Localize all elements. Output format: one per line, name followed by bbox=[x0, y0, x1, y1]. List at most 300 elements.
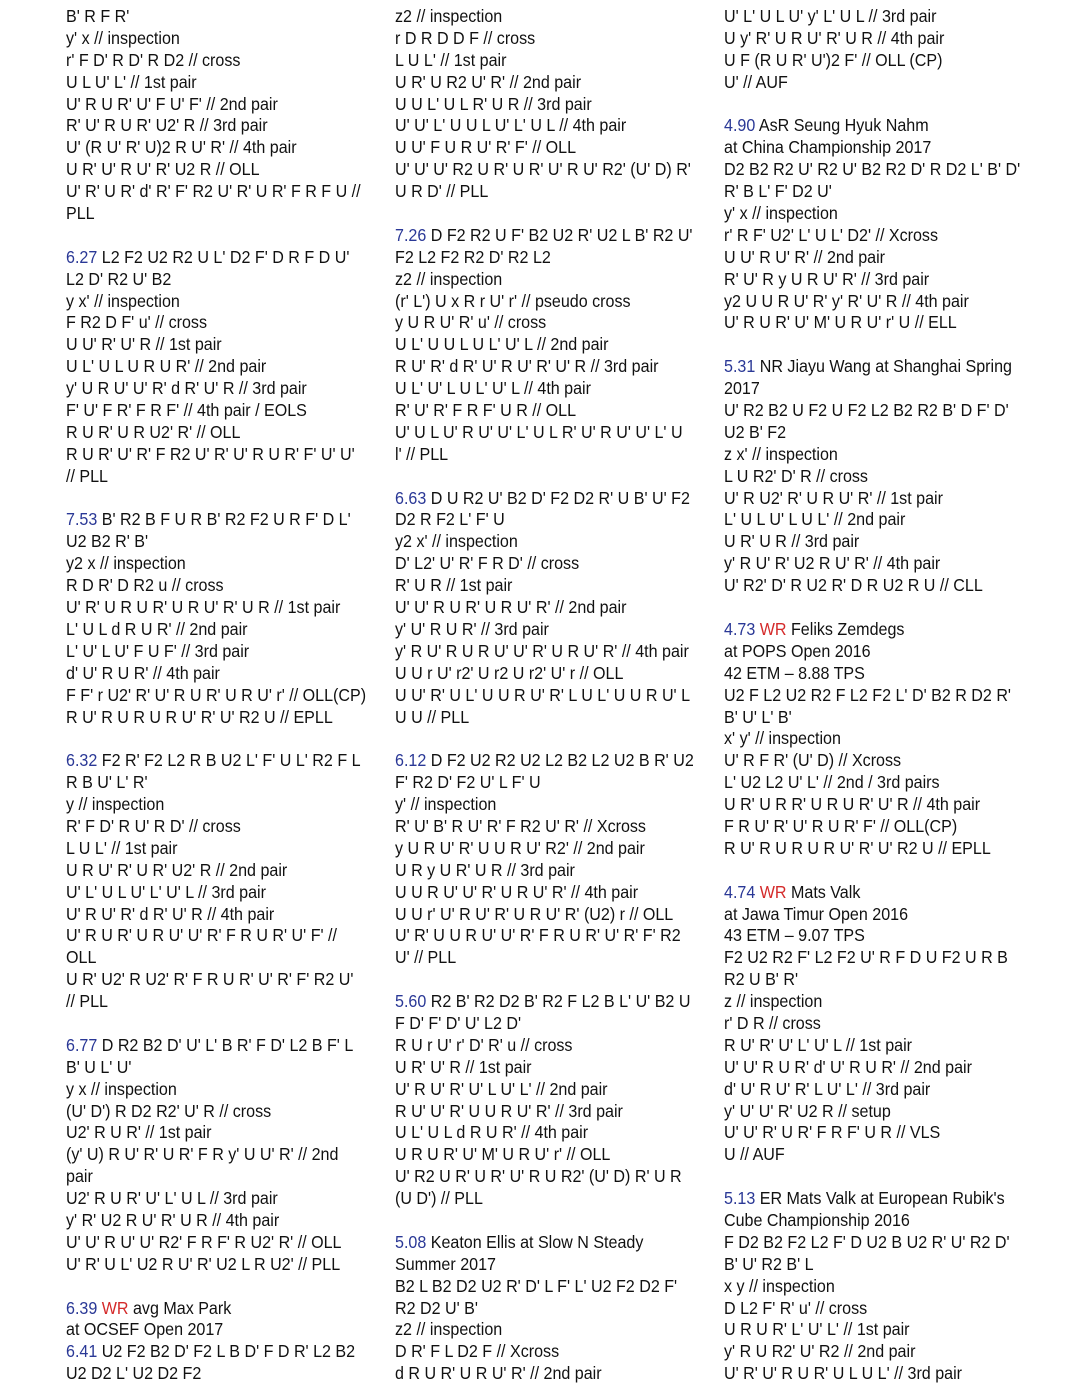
solve-line-text: U R' U' R // 1st pair bbox=[395, 1056, 532, 1077]
solve-time: 4.74 bbox=[724, 881, 756, 902]
solve-line-text: U R U R' U' M' U R U' r' // OLL bbox=[395, 1144, 611, 1165]
solve-line-text: z // inspection bbox=[724, 991, 823, 1012]
solve-line bbox=[395, 1341, 693, 1363]
solve-block bbox=[66, 6, 364, 225]
solve-line bbox=[724, 641, 1022, 663]
solve-line bbox=[66, 1188, 364, 1210]
solve-line bbox=[395, 1035, 693, 1057]
solve-line bbox=[66, 1079, 364, 1101]
solve-line-text: U' U L U' R U' U' L' U L R' U' R U' U' L' U bbox=[395, 421, 683, 442]
solve-line-text: R' U' R' F R F' U R // OLL bbox=[395, 400, 577, 421]
solve-line-text: U U r' U' R U' R' U R U' R' (U2) r // OLL bbox=[395, 903, 674, 924]
solve-line bbox=[66, 1341, 364, 1363]
solve-line-text: D R2 B2 D' U' L' B R' F D' L2 B F' L bbox=[97, 1034, 354, 1055]
solve-line-text: ER Mats Valk at European Rubik's bbox=[755, 1188, 1005, 1209]
solve-line bbox=[66, 378, 364, 400]
solve-line-text: 2017 bbox=[724, 378, 760, 399]
block-spacer bbox=[724, 860, 1022, 882]
solve-line bbox=[395, 1166, 693, 1188]
solve-line bbox=[724, 838, 1022, 860]
solve-line-text: U R D' // PLL bbox=[395, 181, 489, 202]
solve-line-text: r' D R // cross bbox=[724, 1012, 821, 1033]
solve-line-text: L U L' // 1st pair bbox=[395, 49, 507, 70]
solve-line bbox=[66, 816, 364, 838]
solve-block bbox=[395, 750, 693, 969]
solve-line-text: B' R F R' bbox=[66, 6, 130, 26]
solve-line-text: y' // inspection bbox=[395, 794, 497, 815]
solve-line bbox=[724, 1276, 1022, 1298]
solve-block bbox=[66, 1035, 364, 1276]
solve-line bbox=[724, 378, 1022, 400]
solve-line bbox=[66, 422, 364, 444]
solve-line bbox=[724, 575, 1022, 597]
solve-line bbox=[395, 72, 693, 94]
solve-line-text: y2 x // inspection bbox=[66, 553, 186, 574]
solve-line-text: R2 D2 U' B' bbox=[395, 1297, 478, 1318]
solve-line-text: y2 U U R U' R' y' R' U' R // 4th pair bbox=[724, 290, 969, 311]
solve-line-text: OLL bbox=[66, 947, 97, 968]
solve-line bbox=[66, 1122, 364, 1144]
solve-line-text: // PLL bbox=[66, 465, 108, 486]
solve-line bbox=[395, 1013, 693, 1035]
solve-line bbox=[724, 1144, 1022, 1166]
solve-line bbox=[66, 663, 364, 685]
solve-block bbox=[66, 247, 364, 488]
solve-line-text: D F2 U2 R2 U2 L2 B2 L2 U2 B R' U2 bbox=[426, 750, 694, 771]
solve-line-text: y' U' U' R' U2 R // setup bbox=[724, 1100, 891, 1121]
solve-line-text: pair bbox=[66, 1166, 93, 1187]
solve-time: 6.39 bbox=[66, 1297, 98, 1318]
solve-time: 5.13 bbox=[724, 1188, 756, 1209]
solve-line bbox=[724, 269, 1022, 291]
record-tag: WR bbox=[97, 1297, 129, 1318]
solve-line bbox=[395, 28, 693, 50]
solve-line bbox=[395, 882, 693, 904]
solve-line bbox=[66, 860, 364, 882]
solve-time: 7.26 bbox=[395, 224, 427, 245]
solve-line-text: U' R' U U R U' U' R' F R U R' U' R' F' R2 bbox=[395, 925, 681, 946]
solve-line-text: y U R U' R' U U R U' R2' // 2nd pair bbox=[395, 837, 645, 858]
solve-line bbox=[724, 707, 1022, 729]
solve-line bbox=[395, 991, 693, 1013]
solve-line bbox=[66, 947, 364, 969]
block-spacer bbox=[66, 1276, 364, 1298]
solve-block bbox=[66, 750, 364, 1013]
solve-line bbox=[395, 509, 693, 531]
solve-line-text: F D' F' D' U' L2 D' bbox=[395, 1012, 522, 1033]
solve-line bbox=[395, 816, 693, 838]
solve-line-text: U' R2' D' R U2 R' D R U2 R U // CLL bbox=[724, 575, 983, 596]
solve-line bbox=[66, 137, 364, 159]
solve-time: 4.90 bbox=[724, 115, 756, 136]
solve-line-text: U' U' U' R2 U R' U R' U' R U' R2' (U' D) R' bbox=[395, 159, 691, 180]
solve-line bbox=[395, 291, 693, 313]
solve-line bbox=[724, 312, 1022, 334]
solve-line-text: R U r U' r' D' R' u // cross bbox=[395, 1034, 573, 1055]
solve-line-text: U L' U U L U L' U' L // 2nd pair bbox=[395, 334, 609, 355]
solve-line bbox=[66, 115, 364, 137]
solve-line-text: U2 B2 R' B' bbox=[66, 531, 149, 552]
solve-line bbox=[724, 6, 1022, 28]
solve-line bbox=[66, 1298, 364, 1320]
solve-block bbox=[66, 509, 367, 728]
solve-line bbox=[395, 1276, 693, 1298]
solve-line bbox=[66, 509, 364, 531]
solve-block bbox=[66, 1298, 364, 1386]
solve-line bbox=[724, 1298, 1022, 1320]
block-spacer bbox=[395, 1210, 693, 1232]
solve-line-text: y' U R U' U' R' d R' U' R // 3rd pair bbox=[66, 378, 307, 399]
solve-line bbox=[66, 794, 364, 816]
solve-line-text: NR Jiayu Wang at Shanghai Spring bbox=[755, 356, 1012, 377]
solve-time: 4.73 bbox=[724, 618, 756, 639]
solve-line bbox=[66, 969, 364, 991]
solve-line-text: R2 B' R2 D2 B' R2 F L2 B L' U' B2 U bbox=[426, 991, 691, 1012]
solve-line bbox=[395, 1188, 693, 1210]
solve-line bbox=[66, 1101, 364, 1123]
solve-line bbox=[395, 925, 693, 947]
solve-line bbox=[66, 882, 364, 904]
solve-line bbox=[724, 816, 1022, 838]
solve-line bbox=[66, 1254, 364, 1276]
solve-line bbox=[395, 378, 693, 400]
solve-line bbox=[66, 291, 364, 313]
solve-line-text: PLL bbox=[66, 203, 95, 224]
solve-line bbox=[724, 1013, 1022, 1035]
solve-line-text: y // inspection bbox=[66, 794, 165, 815]
solve-line bbox=[66, 400, 364, 422]
solve-line bbox=[395, 400, 693, 422]
solve-line-text: L' U' L U' F U F' // 3rd pair bbox=[66, 640, 250, 661]
block-spacer bbox=[395, 203, 693, 225]
solve-line bbox=[66, 312, 364, 334]
solve-time: 6.32 bbox=[66, 750, 98, 771]
solve-line-text: y' R U R2' U' R2 // 2nd pair bbox=[724, 1341, 916, 1362]
column-1 bbox=[66, 6, 367, 1385]
solve-line-text: U' R' U L' U2 R U' R' U2 L R U2' // PLL bbox=[66, 1253, 341, 1274]
solve-line bbox=[395, 50, 693, 72]
solve-line bbox=[395, 685, 693, 707]
solve-time: 6.12 bbox=[395, 750, 427, 771]
solve-line bbox=[395, 794, 693, 816]
solve-line-text: D' L2' U' R' F R D' // cross bbox=[395, 553, 580, 574]
solve-line bbox=[66, 28, 364, 50]
solve-line bbox=[66, 553, 364, 575]
solve-line bbox=[395, 1232, 693, 1254]
solve-line-text: at POPS Open 2016 bbox=[724, 640, 871, 661]
solve-line bbox=[395, 772, 693, 794]
solve-line bbox=[724, 1341, 1022, 1363]
solve-time: 6.41 bbox=[66, 1341, 98, 1362]
solve-line bbox=[395, 312, 693, 334]
solve-line-text: F R2 D F' u' // cross bbox=[66, 312, 207, 333]
solve-line-text: r' F D' R D' R D2 // cross bbox=[66, 49, 241, 70]
solve-line-text: U U // PLL bbox=[395, 706, 470, 727]
solve-line bbox=[395, 707, 693, 729]
solve-line-text: Cube Championship 2016 bbox=[724, 1209, 910, 1230]
solve-line-text: z2 // inspection bbox=[395, 6, 503, 26]
solve-line bbox=[724, 750, 1022, 772]
solve-line-text: F2 R' F2 L2 R B U2 L' F' U L' R2 F L bbox=[97, 750, 361, 771]
solve-line bbox=[724, 663, 1022, 685]
solve-line-text: U U' R' U' R // 1st pair bbox=[66, 334, 222, 355]
solve-line bbox=[724, 685, 1022, 707]
solve-line bbox=[66, 94, 364, 116]
solve-block bbox=[395, 6, 693, 203]
solve-line-text: D2 B2 R2 U' R2 U' B2 R2 D' R D2 L' B' D' bbox=[724, 159, 1021, 180]
solve-line bbox=[395, 1122, 693, 1144]
solve-line-text: r' R F' U2' L' U L' D2' // Xcross bbox=[724, 224, 939, 245]
solve-line bbox=[724, 466, 1022, 488]
solve-line-text: z2 // inspection bbox=[395, 268, 503, 289]
solve-block bbox=[724, 1188, 1022, 1385]
solve-line-text: U R U' R' U R' U2' R // 2nd pair bbox=[66, 859, 288, 880]
solve-line bbox=[724, 115, 1022, 137]
solve-line-text: F F' r U2' R' U' R U R' U R U' r' // OLL(CP) bbox=[66, 684, 367, 705]
solve-line-text: U R' U2' R U2' R' F R U R' U' R' F' R2 U' bbox=[66, 969, 354, 990]
solve-line-text: R' F D' R U' R D' // cross bbox=[66, 815, 241, 836]
solve-line bbox=[724, 356, 1022, 378]
solve-line-text: U U R U' U' R' U R U' R' // 4th pair bbox=[395, 881, 639, 902]
solve-line-text: U F (R U R' U')2 F' // OLL (CP) bbox=[724, 49, 943, 70]
solve-line bbox=[395, 553, 693, 575]
solve-line-text: U' R2 U R' U R' U' R U R2' (U' D) R' U R bbox=[395, 1166, 682, 1187]
solve-line-text: L U R2' D' R // cross bbox=[724, 465, 868, 486]
solve-line-text: Summer 2017 bbox=[395, 1253, 496, 1274]
solve-line-text: R U R' U' R' F R2 U' R' U' R U R' F' U' U' bbox=[66, 443, 355, 464]
solve-line-text: y2 x' // inspection bbox=[395, 531, 518, 552]
solve-block bbox=[395, 488, 693, 729]
solve-line bbox=[724, 400, 1022, 422]
solve-line bbox=[724, 1079, 1022, 1101]
solve-line-text: U' R U2' R' U R U' R' // 1st pair bbox=[724, 487, 943, 508]
solve-line bbox=[724, 50, 1022, 72]
solve-block bbox=[724, 882, 1022, 1167]
solve-line bbox=[66, 1210, 364, 1232]
solve-line bbox=[724, 509, 1022, 531]
solve-line bbox=[66, 1232, 364, 1254]
solve-line bbox=[395, 334, 693, 356]
solve-line-text: R' U' R y U R U' R' // 3rd pair bbox=[724, 268, 930, 289]
solve-line-text: F' U' F R' F R F' // 4th pair / EOLS bbox=[66, 400, 307, 421]
solve-line bbox=[724, 794, 1022, 816]
solve-line bbox=[66, 1363, 364, 1385]
solve-line-text: y x // inspection bbox=[66, 1078, 177, 1099]
block-spacer bbox=[66, 728, 364, 750]
solve-line bbox=[66, 50, 364, 72]
solve-line bbox=[724, 1035, 1022, 1057]
block-spacer bbox=[724, 597, 1022, 619]
solve-line bbox=[66, 1319, 364, 1341]
solve-line-text: U R' U R // 3rd pair bbox=[724, 531, 860, 552]
solve-line-text: U' U' L' U U L U' L' U L // 4th pair bbox=[395, 115, 627, 136]
solve-line bbox=[724, 947, 1022, 969]
block-spacer bbox=[395, 466, 693, 488]
solve-line bbox=[395, 94, 693, 116]
solve-line bbox=[66, 159, 364, 181]
solve-line bbox=[395, 159, 693, 181]
solve-line-text: y x' // inspection bbox=[66, 290, 180, 311]
solve-line bbox=[724, 1210, 1022, 1232]
solve-line-text: (y' U) R U' R' U R' F R y' U U' R' // 2nd bbox=[66, 1144, 339, 1165]
solve-line bbox=[724, 137, 1022, 159]
solve-line-text: F D2 B2 F2 L2 F' D U2 B U2 R' U' R2 D' bbox=[724, 1231, 1010, 1252]
solve-line-text: B' R2 B F U R B' R2 F2 U R F' D L' bbox=[97, 509, 351, 530]
block-spacer bbox=[395, 728, 693, 750]
block-spacer bbox=[724, 94, 1022, 116]
solve-line bbox=[395, 422, 693, 444]
solve-line bbox=[395, 1254, 693, 1276]
solve-line-text: U U r U' r2' U r2 U r2' U' r // OLL bbox=[395, 662, 624, 683]
solve-line-text: U' (R U' R' U)2 R U' R' // 4th pair bbox=[66, 137, 297, 158]
solve-line bbox=[724, 444, 1022, 466]
solve-line bbox=[395, 137, 693, 159]
solve-line bbox=[66, 1166, 364, 1188]
solve-line bbox=[395, 531, 693, 553]
solve-line-text: D U R2 U' B2 D' F2 D2 R' U B' U' F2 bbox=[426, 487, 690, 508]
solve-line bbox=[724, 1101, 1022, 1123]
solve-line-text: U2 F2 B2 D' F2 L B D' F D R' L2 B2 bbox=[97, 1341, 356, 1362]
solve-line-text: Keaton Ellis at Slow N Steady bbox=[426, 1231, 644, 1252]
solve-line-text: l' // PLL bbox=[395, 443, 449, 464]
solve-line-text: U L' U L U R U R' // 2nd pair bbox=[66, 356, 267, 377]
solve-block bbox=[724, 619, 1022, 860]
solve-line-text: U2 D2 L' U2 D2 F2 bbox=[66, 1363, 202, 1384]
solve-line-text: x' y' // inspection bbox=[724, 728, 841, 749]
solve-line bbox=[395, 597, 693, 619]
solve-line bbox=[724, 904, 1022, 926]
solve-line-text: y' R U' R' U2 R U' R' // 4th pair bbox=[724, 553, 941, 574]
solve-line-text: U L' U' L U L' U' L // 4th pair bbox=[395, 378, 591, 399]
block-spacer bbox=[66, 488, 364, 510]
solve-line-text: (U' D') R D2 R2' U' R // cross bbox=[66, 1100, 272, 1121]
solve-line bbox=[66, 466, 364, 488]
solve-line-text: U U' R U' R' // 2nd pair bbox=[724, 246, 886, 267]
solve-line-text: U L' U L d R U R' // 4th pair bbox=[395, 1122, 589, 1143]
solve-line bbox=[395, 356, 693, 378]
solve-line bbox=[395, 641, 693, 663]
solve-line bbox=[395, 904, 693, 926]
solve-line bbox=[395, 575, 693, 597]
solve-line-text: F2 L2 F2 R2 D' R2 L2 bbox=[395, 246, 551, 267]
solve-line-text: F2 U2 R2 F' L2 F2 U' R F D U F2 U R B bbox=[724, 947, 1008, 968]
solve-line-text: U' R2 B2 U F2 U F2 L2 B2 R2 B' D F' D' bbox=[724, 400, 1009, 421]
solve-line bbox=[66, 597, 364, 619]
solve-line-text: U' // PLL bbox=[395, 947, 457, 968]
solve-line-text: at OCSEF Open 2017 bbox=[66, 1319, 224, 1340]
solve-line-text: avg Max Park bbox=[128, 1297, 232, 1318]
solve-line bbox=[724, 619, 1022, 641]
solve-line-text: R U' R U R U R U' R' U' R2 U // EPLL bbox=[66, 706, 333, 727]
solve-line bbox=[395, 619, 693, 641]
solve-line-text: U' U' R U R' U R U' R' // 2nd pair bbox=[395, 597, 627, 618]
solve-line bbox=[724, 1057, 1022, 1079]
solve-line-text: U2 B' F2 bbox=[724, 421, 787, 442]
solve-line-text: U' U' R U' U' R2' F R F' R U2' R' // OLL bbox=[66, 1231, 342, 1252]
solve-line bbox=[66, 619, 364, 641]
solve-line bbox=[724, 203, 1022, 225]
solve-line bbox=[66, 1035, 364, 1057]
solve-line-text: U L U' L' // 1st pair bbox=[66, 71, 197, 92]
solve-line-text: U' L' U L U' L' U' L // 3rd pair bbox=[66, 881, 266, 902]
solve-line bbox=[395, 663, 693, 685]
solve-line bbox=[724, 181, 1022, 203]
solve-line-text: R U' R U R U R U' R' U' R2 U // EPLL bbox=[724, 837, 991, 858]
solve-line bbox=[395, 1144, 693, 1166]
solve-line-text: y' R U' R U R U' U' R' U R U' R' // 4th pair bbox=[395, 640, 689, 661]
solve-line bbox=[395, 269, 693, 291]
solve-line-text: U' R U R' U R U' U' R' F R U R' U' F' // bbox=[66, 925, 337, 946]
solve-line-text: (r' L') U x R r U' r' // pseudo cross bbox=[395, 290, 631, 311]
solve-line-text: U' R U R' U' F U' F' // 2nd pair bbox=[66, 93, 278, 114]
solve-line-text: y' x // inspection bbox=[66, 27, 180, 48]
solve-block bbox=[395, 225, 693, 466]
solve-block bbox=[724, 115, 1022, 334]
solve-line-text: y' U' R U R' // 3rd pair bbox=[395, 618, 549, 639]
solve-line bbox=[724, 247, 1022, 269]
solve-line-text: // PLL bbox=[66, 991, 108, 1012]
solve-block bbox=[395, 991, 693, 1210]
solve-line bbox=[395, 750, 693, 772]
solve-line-text: U R' U R R' U R U R' U' R // 4th pair bbox=[724, 794, 981, 815]
block-spacer bbox=[724, 1166, 1022, 1188]
solve-line bbox=[724, 969, 1022, 991]
solve-line-text: L' U L d R U R' // 2nd pair bbox=[66, 618, 248, 639]
solve-time: 7.53 bbox=[66, 509, 98, 530]
solve-line-text: R U' R' d R' U' R U' R' U' R // 3rd pair bbox=[395, 356, 659, 377]
solve-time: 6.77 bbox=[66, 1034, 98, 1055]
solve-line-text: R' U R // 1st pair bbox=[395, 575, 513, 596]
solve-time: 5.31 bbox=[724, 356, 756, 377]
solve-line bbox=[724, 1188, 1022, 1210]
column-2 bbox=[395, 6, 693, 1385]
solve-line-text: D2 R F2 L' F' U bbox=[395, 509, 505, 530]
solve-line-text: U' R U' R' U' L U' L' // 2nd pair bbox=[395, 1078, 608, 1099]
solve-line bbox=[724, 531, 1022, 553]
solve-line bbox=[66, 6, 364, 28]
solve-line-text: at China Championship 2017 bbox=[724, 137, 932, 158]
solve-line bbox=[66, 707, 364, 729]
solve-line bbox=[724, 991, 1022, 1013]
solve-line-text: R U' R' U' L' U' L // 1st pair bbox=[724, 1034, 913, 1055]
solve-time: 6.27 bbox=[66, 246, 98, 267]
solve-line-text: y U R U' R' u' // cross bbox=[395, 312, 547, 333]
solve-block bbox=[395, 1232, 693, 1385]
solve-line-text: R U' U' R' U U R U' R' // 3rd pair bbox=[395, 1100, 623, 1121]
solve-line-text: U2' R U R' // 1st pair bbox=[66, 1122, 212, 1143]
solve-line-text: B' U L' U' bbox=[66, 1056, 132, 1077]
solve-line bbox=[724, 1319, 1022, 1341]
solve-time: 6.63 bbox=[395, 487, 427, 508]
solve-line bbox=[724, 28, 1022, 50]
solve-line-text: U' U' R U R' d' U' R U R' // 2nd pair bbox=[724, 1056, 972, 1077]
solve-block bbox=[724, 356, 1022, 597]
solve-line-text: y' x // inspection bbox=[724, 203, 838, 224]
solve-line-text: d' U' R U R' // 4th pair bbox=[66, 662, 220, 683]
solve-line-text: R' U' R U R' U2' R // 3rd pair bbox=[66, 115, 268, 136]
solve-line-text: at Jawa Timur Open 2016 bbox=[724, 903, 909, 924]
solve-line bbox=[66, 444, 364, 466]
solve-line bbox=[66, 356, 364, 378]
solve-line-text: U2' R U R' U' L' U L // 3rd pair bbox=[66, 1188, 278, 1209]
solve-line bbox=[66, 575, 364, 597]
solve-line bbox=[724, 1363, 1022, 1385]
solve-line bbox=[395, 1298, 693, 1320]
solve-line bbox=[66, 684, 367, 707]
solve-line bbox=[724, 1232, 1022, 1254]
solve-line bbox=[395, 860, 693, 882]
solve-line bbox=[395, 1319, 693, 1341]
